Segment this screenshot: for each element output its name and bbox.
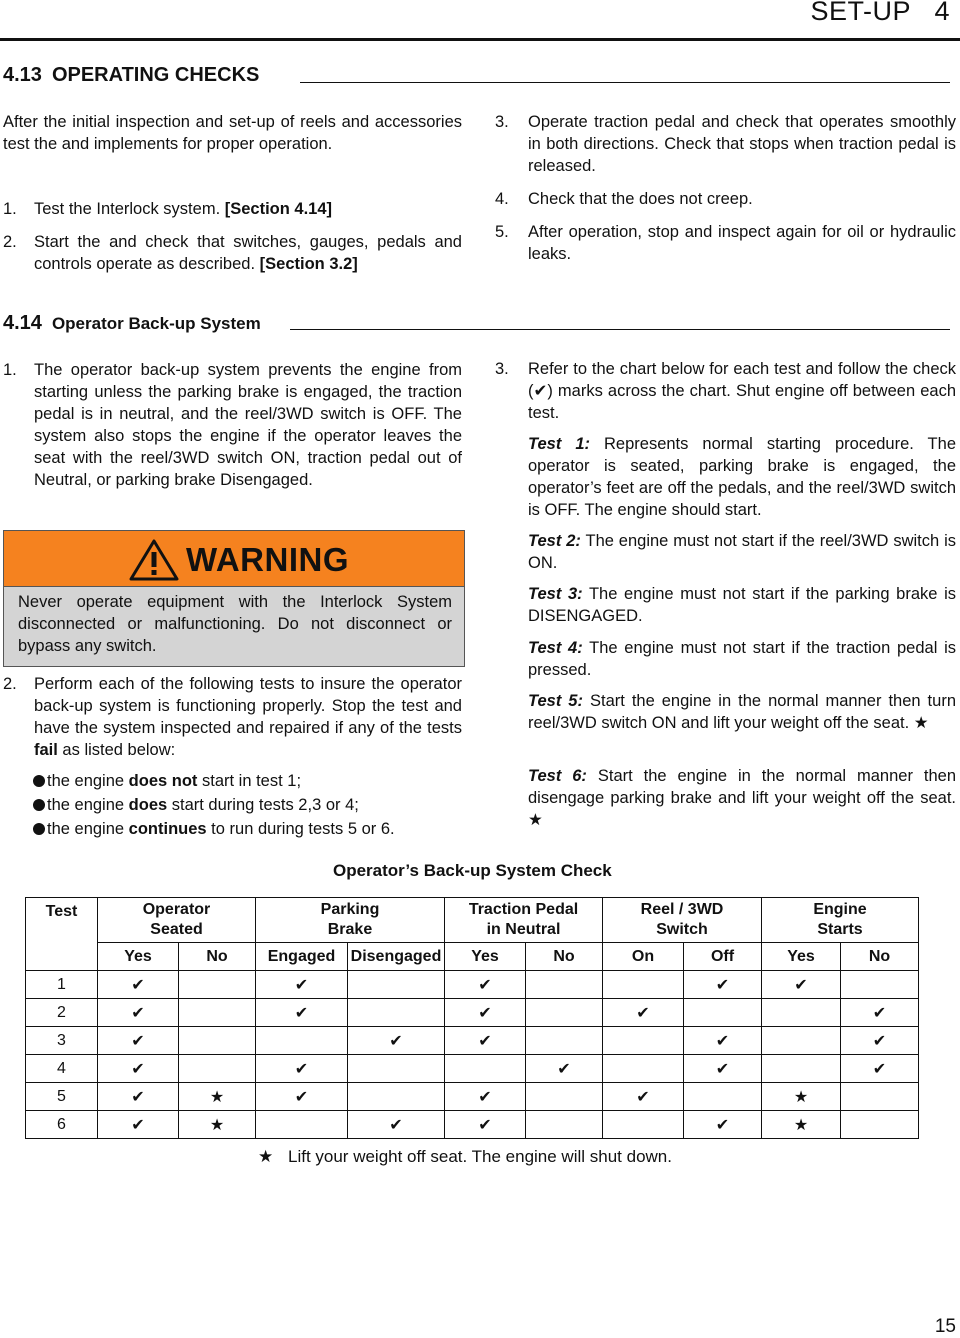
table-cell bbox=[603, 1027, 684, 1055]
section-413-rule bbox=[300, 82, 950, 83]
table-cell bbox=[526, 1111, 603, 1139]
table-cell: ✔ bbox=[684, 1111, 762, 1139]
table-cell: ✔ bbox=[684, 1027, 762, 1055]
test-2-description: Test 2: The engine must not start if the reel/3WD switch is ON. bbox=[528, 532, 957, 572]
table-row bbox=[26, 1111, 919, 1139]
table-cell: ✔ bbox=[98, 1027, 179, 1055]
table-cell: ✔ bbox=[98, 999, 179, 1027]
section-414-heading bbox=[3, 312, 261, 335]
test-number-cell: 4 bbox=[26, 1055, 98, 1083]
fail-bullet-2: the engine does start during tests 2,3 or 4; bbox=[33, 794, 359, 816]
sub-header: On bbox=[603, 943, 684, 971]
table-cell bbox=[841, 1111, 919, 1139]
header-traction-pedal: Traction Pedal in Neutral bbox=[445, 898, 603, 943]
table-cell bbox=[603, 1111, 684, 1139]
table-cell: ✔ bbox=[603, 999, 684, 1027]
warning-text: Never operate equipment with the Interlock System disconnected or malfunctioning. Do not disconnect or bypass any switch. bbox=[18, 593, 452, 655]
warning-triangle-icon bbox=[129, 539, 179, 581]
table-row bbox=[26, 1083, 919, 1111]
test-3-description: Test 3: The engine must not start if the parking brake is DISENGAGED. bbox=[528, 585, 956, 625]
section-413-heading bbox=[3, 64, 259, 87]
fail-bullet-3: the engine continues to run during tests 5 or 6. bbox=[33, 818, 395, 840]
header-engine-starts: Engine Starts bbox=[762, 898, 919, 943]
sub-header: Disengaged bbox=[348, 943, 445, 971]
header-rule bbox=[0, 38, 960, 41]
table-cell bbox=[348, 1083, 445, 1111]
table-cell: ✔ bbox=[98, 1083, 179, 1111]
section-414-rule bbox=[290, 329, 950, 330]
table-cell bbox=[841, 971, 919, 999]
test-number-cell: 1 bbox=[26, 971, 98, 999]
header-parking-brake: Parking Brake bbox=[256, 898, 445, 943]
section-413-intro: After the initial inspection and set-up of reels and accessories test the and implements for proper operation. bbox=[3, 113, 462, 153]
table-cell: ✔ bbox=[256, 971, 348, 999]
table-cell bbox=[603, 971, 684, 999]
sub-header: No bbox=[526, 943, 603, 971]
table-cell: ✔ bbox=[445, 1111, 526, 1139]
section-414-title: Operator Back-up System bbox=[51, 314, 261, 333]
fail-bullet-1: the engine does not start in test 1; bbox=[33, 770, 301, 792]
section-414-number: 4.14 bbox=[3, 312, 42, 334]
table-cell bbox=[256, 1111, 348, 1139]
test-number-cell: 3 bbox=[26, 1027, 98, 1055]
table-cell bbox=[179, 999, 256, 1027]
table-cell: ✔ bbox=[445, 971, 526, 999]
test-5-description: Test 5: Start the engine in the normal manner then turn reel/3WD switch ON and lift your weight off the seat. ★ bbox=[528, 692, 956, 732]
test-number-cell: 6 bbox=[26, 1111, 98, 1139]
table-cell: ✔ bbox=[98, 1111, 179, 1139]
warning-box bbox=[3, 530, 465, 667]
sub-header: No bbox=[841, 943, 919, 971]
backup-item-2: 2. Perform each of the following tests to insure the operator back-up system is functioning properly. Stop the test and have the system inspected and repaired if any of the tests fail as listed below: bbox=[3, 675, 462, 759]
operating-check-1: 1. Test the Interlock system. [Section 4.14] bbox=[3, 200, 333, 218]
table-cell: ✔ bbox=[256, 999, 348, 1027]
table-cell bbox=[762, 1055, 841, 1083]
header-test: Test bbox=[26, 898, 98, 971]
table-cell: ✔ bbox=[841, 1055, 919, 1083]
table-cell: ✔ bbox=[762, 971, 841, 999]
table-cell: ✔ bbox=[98, 1055, 179, 1083]
table-cell bbox=[526, 1083, 603, 1111]
table-cell bbox=[526, 1027, 603, 1055]
backup-item-1: 1. The operator back-up system prevents the engine from starting unless the parking brake is engaged, the traction pedal is in neutral, and the reel/3WD switch is OFF. The system also stops the engine if the operator leaves the seat with the reel/3WD switch ON, traction pedal out of Neutral, or parking brake Disengaged. bbox=[3, 361, 462, 489]
table-cell: ✔ bbox=[841, 999, 919, 1027]
table-cell: ★ bbox=[762, 1111, 841, 1139]
table-cell bbox=[348, 999, 445, 1027]
operating-check-5: 5. After operation, stop and inspect again for oil or hydraulic leaks. bbox=[495, 223, 956, 263]
table-cell: ✔ bbox=[445, 999, 526, 1027]
section-ref: [Section 3.2] bbox=[259, 255, 358, 273]
table-cell: ★ bbox=[179, 1111, 256, 1139]
table-cell bbox=[684, 999, 762, 1027]
table-row bbox=[26, 999, 919, 1027]
table-row bbox=[26, 971, 919, 999]
table-cell bbox=[526, 999, 603, 1027]
chart-title: Operator’s Back-up System Check bbox=[333, 861, 612, 880]
operating-check-4: 4. Check that the does not creep. bbox=[495, 190, 753, 208]
bullet-icon bbox=[33, 775, 45, 787]
table-cell: ✔ bbox=[841, 1027, 919, 1055]
star-icon: ★ bbox=[258, 1147, 274, 1166]
table-cell bbox=[603, 1055, 684, 1083]
table-cell bbox=[684, 1083, 762, 1111]
table-cell: ✔ bbox=[684, 1055, 762, 1083]
sub-header: Engaged bbox=[256, 943, 348, 971]
table-cell: ✔ bbox=[98, 971, 179, 999]
table-cell: ✔ bbox=[348, 1111, 445, 1139]
table-cell bbox=[179, 1055, 256, 1083]
table-row bbox=[26, 1027, 919, 1055]
table-cell: ✔ bbox=[526, 1055, 603, 1083]
warning-label: WARNING bbox=[186, 541, 349, 578]
test-number-cell: 2 bbox=[26, 999, 98, 1027]
table-row bbox=[26, 1055, 919, 1083]
sub-header: Yes bbox=[445, 943, 526, 971]
bullet-icon bbox=[33, 823, 45, 835]
table-cell: ✔ bbox=[684, 971, 762, 999]
table-cell bbox=[445, 1055, 526, 1083]
section-ref: [Section 4.14] bbox=[224, 200, 333, 218]
table-cell: ★ bbox=[179, 1083, 256, 1111]
sub-header: Yes bbox=[762, 943, 841, 971]
test-4-description: Test 4: The engine must not start if the traction pedal is pressed. bbox=[528, 639, 957, 679]
test-1-description: Test 1: Represents normal starting procedure. The operator is seated, parking brake is engaged, the operator’s feet are off the pedals, and the reel/3WD switch is OFF. The engine should start. bbox=[528, 435, 956, 519]
table-cell bbox=[762, 1027, 841, 1055]
table-cell bbox=[348, 971, 445, 999]
footnote-text: Lift your weight off seat. The engine will shut down. bbox=[288, 1147, 672, 1166]
sub-header: No bbox=[179, 943, 256, 971]
operating-check-3: 3. Operate traction pedal and check that operates smoothly in both directions. Check that stops when traction pedal is released. bbox=[495, 113, 956, 175]
sub-header: Yes bbox=[98, 943, 179, 971]
chapter-header: SET-UP 4 bbox=[810, 0, 950, 26]
table-cell bbox=[841, 1083, 919, 1111]
backup-item-3: 3. Refer to the chart below for each test and follow the check (✔) marks across the chart. Shut engine off between each test. bbox=[495, 360, 956, 422]
table-cell: ✔ bbox=[256, 1055, 348, 1083]
header-operator-seated: Operator Seated bbox=[98, 898, 256, 943]
table-cell bbox=[256, 1027, 348, 1055]
table-cell: ✔ bbox=[256, 1083, 348, 1111]
backup-check-table bbox=[25, 897, 919, 1139]
test-6-description: Test 6: Start the engine in the normal manner then disengage parking brake and lift your weight off the seat. ★ bbox=[528, 767, 956, 829]
chart-footnote bbox=[258, 1147, 672, 1167]
table-cell bbox=[179, 1027, 256, 1055]
table-cell: ★ bbox=[762, 1083, 841, 1111]
table-cell: ✔ bbox=[445, 1083, 526, 1111]
header-reel-3wd-switch: Reel / 3WD Switch bbox=[603, 898, 762, 943]
table-cell: ✔ bbox=[445, 1027, 526, 1055]
table-cell bbox=[762, 999, 841, 1027]
operating-check-2: 2. Start the and check that switches, gauges, pedals and controls operate as described. [Section 3.2] bbox=[3, 233, 462, 273]
table-cell bbox=[179, 971, 256, 999]
table-cell bbox=[526, 971, 603, 999]
section-413-number: 4.13 bbox=[3, 64, 42, 86]
bullet-icon bbox=[33, 799, 45, 811]
table-cell bbox=[348, 1055, 445, 1083]
warning-banner bbox=[4, 531, 464, 587]
test-number-cell: 5 bbox=[26, 1083, 98, 1111]
section-413-title: OPERATING CHECKS bbox=[51, 64, 260, 86]
page-number: 15 bbox=[934, 1316, 956, 1337]
table-cell: ✔ bbox=[348, 1027, 445, 1055]
sub-header: Off bbox=[684, 943, 762, 971]
table-cell: ✔ bbox=[603, 1083, 684, 1111]
